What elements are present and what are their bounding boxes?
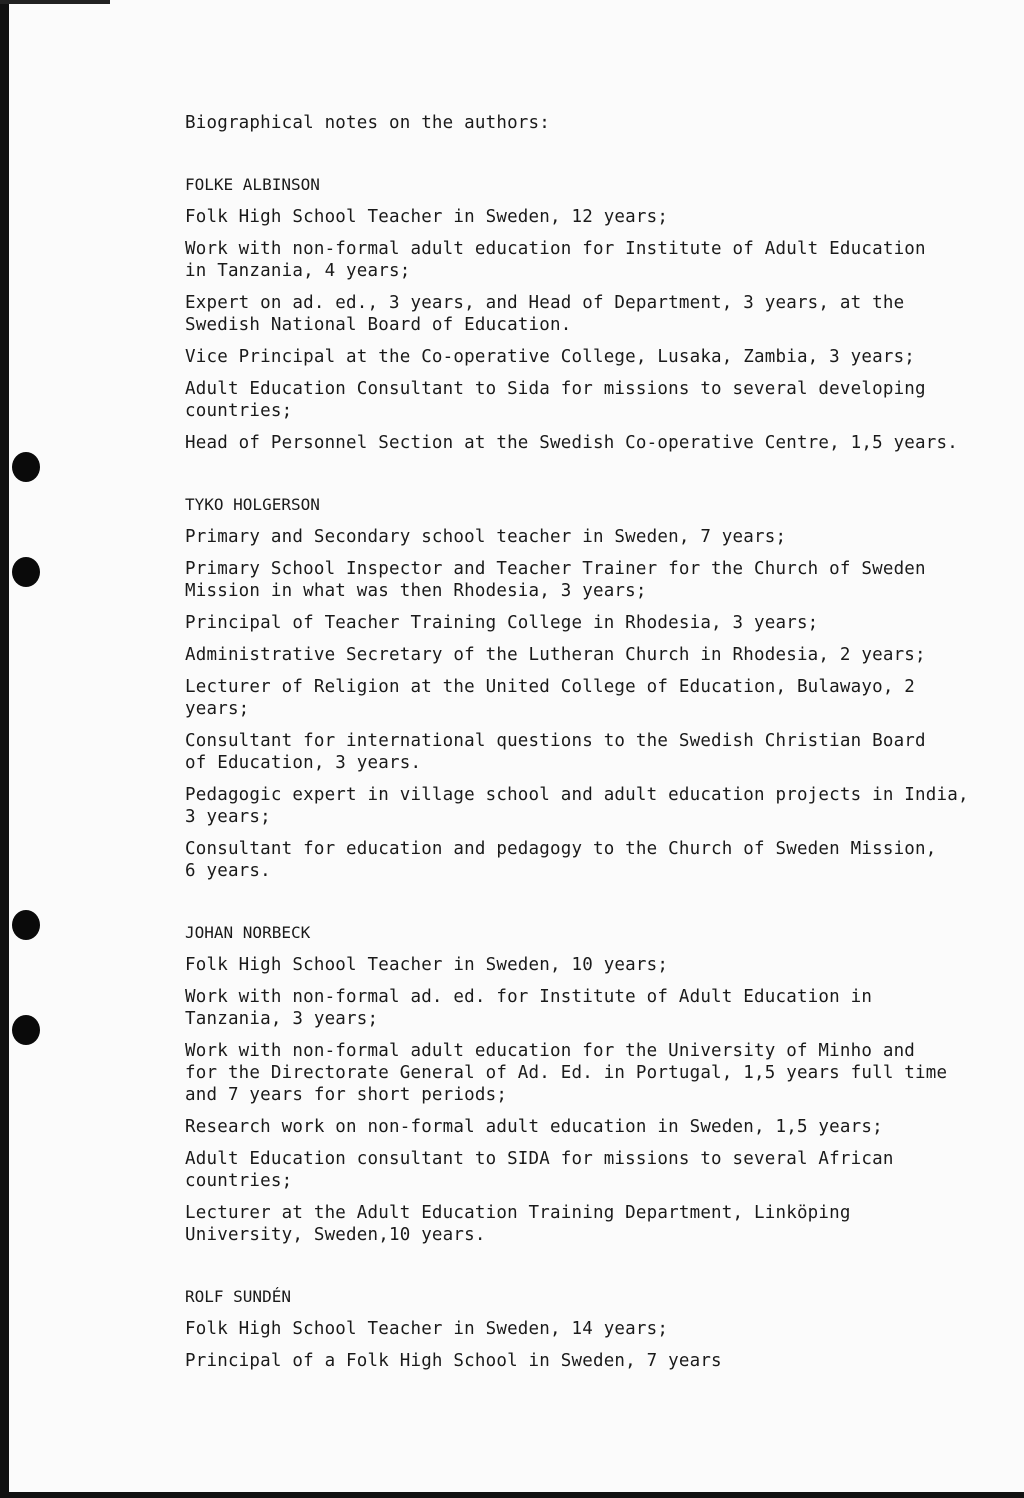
author-section-holgerson xyxy=(185,494,985,882)
bio-entry: Lecturer of Religion at the United College of Education, Bulawayo, 2 years; xyxy=(185,677,916,719)
bio-entry: Pedagogic expert in village school and adult education projects in India, 3 years; xyxy=(185,785,969,827)
bio-entry: Consultant for education and pedagogy to the Church of Sweden Mission, 6 years. xyxy=(185,839,937,881)
bio-entry: Primary and Secondary school teacher in Sweden, 7 years; xyxy=(185,527,787,547)
bio-entry: Folk High School Teacher in Sweden, 14 years; xyxy=(185,1319,669,1339)
author-name: JOHAN NORBECK xyxy=(185,923,311,942)
document-body xyxy=(185,112,985,1412)
scan-top-edge xyxy=(0,0,110,4)
bio-entry: Vice Principal at the Co-operative College, Lusaka, Zambia, 3 years; xyxy=(185,347,916,367)
bio-entry: Work with non-formal ad. ed. for Institute of Adult Education in Tanzania, 3 years; xyxy=(185,987,873,1029)
bio-entry: Work with non-formal adult education for the University of Minho and for the Directorate General of Ad. Ed. in Portugal, 1,5 years full time and 7 years for short periods; xyxy=(185,1041,948,1105)
bio-entry: Work with non-formal adult education for Institute of Adult Education in Tanzania, 4 years; xyxy=(185,239,926,281)
scan-bottom-edge xyxy=(0,1492,1024,1498)
bio-entry: Folk High School Teacher in Sweden, 12 years; xyxy=(185,207,669,227)
bio-entry: Expert on ad. ed., 3 years, and Head of Department, 3 years, at the Swedish National Board of Education. xyxy=(185,293,905,335)
bio-entry: Consultant for international questions to the Swedish Christian Board of Education, 3 years. xyxy=(185,731,926,773)
author-name: ROLF SUNDÉN xyxy=(185,1287,291,1306)
bio-entry: Primary School Inspector and Teacher Trainer for the Church of Sweden Mission in what was then Rhodesia, 3 years; xyxy=(185,559,926,601)
punch-hole-icon xyxy=(12,557,40,587)
bio-entry: Adult Education consultant to SIDA for missions to several African countries; xyxy=(185,1149,894,1191)
author-name: TYKO HOLGERSON xyxy=(185,495,320,514)
bio-entry: Lecturer at the Adult Education Training Department, Linköping University, Sweden,10 years. xyxy=(185,1203,851,1245)
punch-hole-icon xyxy=(12,1015,40,1045)
punch-hole-icon xyxy=(12,910,40,940)
scan-left-edge xyxy=(0,0,9,1498)
bio-entry: Head of Personnel Section at the Swedish Co-operative Centre, 1,5 years. xyxy=(185,433,958,453)
bio-entry: Adult Education Consultant to Sida for missions to several developing countries; xyxy=(185,379,926,421)
bio-entry: Research work on non-formal adult education in Sweden, 1,5 years; xyxy=(185,1117,883,1137)
document-heading: Biographical notes on the authors: xyxy=(185,113,551,133)
punch-hole-icon xyxy=(12,452,40,482)
bio-entry: Folk High School Teacher in Sweden, 10 years; xyxy=(185,955,669,975)
author-section-sunden xyxy=(185,1286,985,1372)
author-section-albinson xyxy=(185,174,985,454)
bio-entry: Principal of a Folk High School in Sweden, 7 years xyxy=(185,1351,722,1371)
bio-entry: Principal of Teacher Training College in Rhodesia, 3 years; xyxy=(185,613,819,633)
bio-entry: Administrative Secretary of the Lutheran Church in Rhodesia, 2 years; xyxy=(185,645,926,665)
author-name: FOLKE ALBINSON xyxy=(185,175,320,194)
author-section-norbeck xyxy=(185,922,985,1246)
